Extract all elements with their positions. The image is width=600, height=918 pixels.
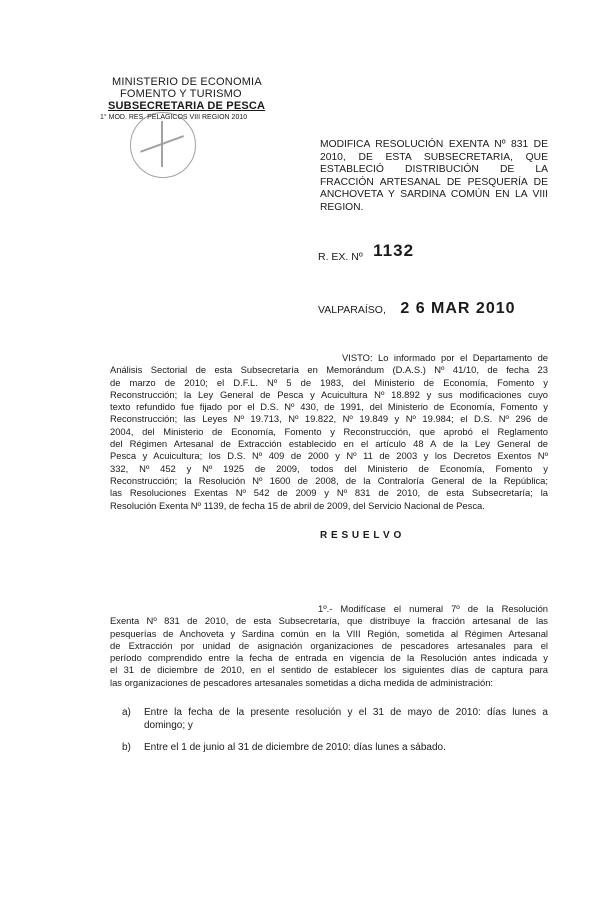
visto-line: Reconstrucción; la Resolución Nº 1600 de 2008, de la Contraloría General de la República; xyxy=(110,474,548,486)
article-line: de Extracción por unidad de asignación organizaciones de pescadores artesanales para el xyxy=(110,639,548,651)
resolution-label: R. EX. Nº xyxy=(318,251,363,263)
list-item xyxy=(122,706,548,732)
article-line: pesquerías de Anchoveta y Sardina común en la VIII Región, sometida al Régimen Artesanal xyxy=(110,627,548,639)
subsecretaria-name: SUBSECRETARIA DE PESCA xyxy=(108,100,266,112)
visto-line: texto refundido fue fijado por el D.S. Nº 430, de 1991, del Ministerio de Economía, Fomento y xyxy=(110,401,548,413)
article-line: Exenta Nº 831 de 2010, de esta Subsecretaría, que distribuye la fracción artesanal de las xyxy=(110,615,548,627)
resolution-number: 1132 xyxy=(373,241,415,260)
list-item-line: Entre la fecha de la presente resolución y el 31 de mayo de 2010: días lunes a xyxy=(144,707,548,718)
document-reference: 1° MOD. RES. PELAGICOS VIII REGION 2010 xyxy=(100,114,248,121)
visto-paragraph xyxy=(110,352,548,512)
visto-line: Análisis Sectorial de esta Subsecretaría en Memorándum (D.A.S.) Nº 41/10, de fecha 23 xyxy=(110,364,548,376)
visto-line: del Régimen Artesanal de Extracción establecido en el artículo 48 A de la Ley General de xyxy=(110,438,548,450)
list-item-marker: b) xyxy=(122,742,131,753)
place-name: VALPARAÍSO, xyxy=(318,304,386,316)
visto-line: VISTO: Lo informado por el Departamento de xyxy=(342,352,548,363)
list-item-marker: a) xyxy=(122,707,131,718)
title-line: ESTABLECIÓ DISTRIBUCIÓN DE LA xyxy=(320,164,548,176)
document-title xyxy=(320,139,548,215)
visto-line: Reconstrucción; la Ley General de Pesca y Acuicultura Nº 18.892 y sus modificaciones cuyo xyxy=(110,388,548,400)
title-line: MODIFICA RESOLUCIÓN EXENTA Nº 831 DE xyxy=(320,139,548,150)
title-line: REGION. xyxy=(320,201,364,213)
visto-line: Reconstrucción; las Leyes Nº 19.713, Nº 19.822, Nº 19.849 y Nº 19.984; el D.S. Nº 296 de xyxy=(110,413,548,425)
title-line: 2010, DE ESTA SUBSECRETARIA, QUE xyxy=(320,151,548,163)
article-line: 1º.- Modifícase el numeral 7º de la Resolución xyxy=(318,603,548,614)
list-item xyxy=(122,741,548,754)
visto-line: Resolución Exenta Nº 1139, de fecha 15 de abril de 2009, del Servicio Nacional de Pesca. xyxy=(110,499,485,511)
article-line: las organizaciones de pescadores artesanales sometidas a dicha medida de administración: xyxy=(110,676,494,688)
resolution-number-block xyxy=(318,241,415,265)
article-1-paragraph xyxy=(110,603,548,689)
letterhead xyxy=(100,76,275,122)
resuelvo-heading: R E S U E L V O xyxy=(320,530,402,541)
visto-line: 2004, del Ministerio de Economía, Fomento y Reconstrucción, que aprobó el Reglamento xyxy=(110,425,548,437)
place-date xyxy=(318,300,516,318)
title-line: ANCHOVETA Y SARDINA COMÚN EN LA VIII xyxy=(320,189,548,201)
ministry-name: MINISTERIO DE ECONOMIA xyxy=(112,76,262,88)
ministry-subname: FOMENTO Y TURISMO xyxy=(120,88,242,100)
title-line: FRACCIÓN ARTESANAL DE PESQUERÍA DE xyxy=(320,176,548,188)
visto-line: las Resoluciones Exentas Nº 542 de 2009 y Nº 831 de 2010, de esta Subsecretaría; la xyxy=(110,487,548,499)
document-date: 2 6 MAR 2010 xyxy=(400,300,516,317)
visto-line: de marzo de 2010; el D.F.L. Nº 5 de 1983, del Ministerio de Economía, Fomento y xyxy=(110,376,548,388)
list-item-line: domingo; y xyxy=(144,720,193,731)
visto-line: 332, Nº 452 y Nº 1925 de 2009, todos del Ministerio de Economía, Fomento y xyxy=(110,462,548,474)
visto-line: Pesca y Acuicultura; los D.S. Nº 409 de 2000 y Nº 11 de 2003 y los Decretos Exentos Nº xyxy=(110,450,548,462)
article-line: período comprendido entre la fecha de entrada en vigencia de la Resolución antes indicada y xyxy=(110,652,548,664)
article-line: el 31 de diciembre de 2010, en el sentido de establecer los siguientes días de captura para xyxy=(110,664,548,676)
official-seal-icon xyxy=(130,112,196,178)
list-item-line: Entre el 1 de junio al 31 de diciembre de 2010: días lunes a sábado. xyxy=(144,742,446,753)
